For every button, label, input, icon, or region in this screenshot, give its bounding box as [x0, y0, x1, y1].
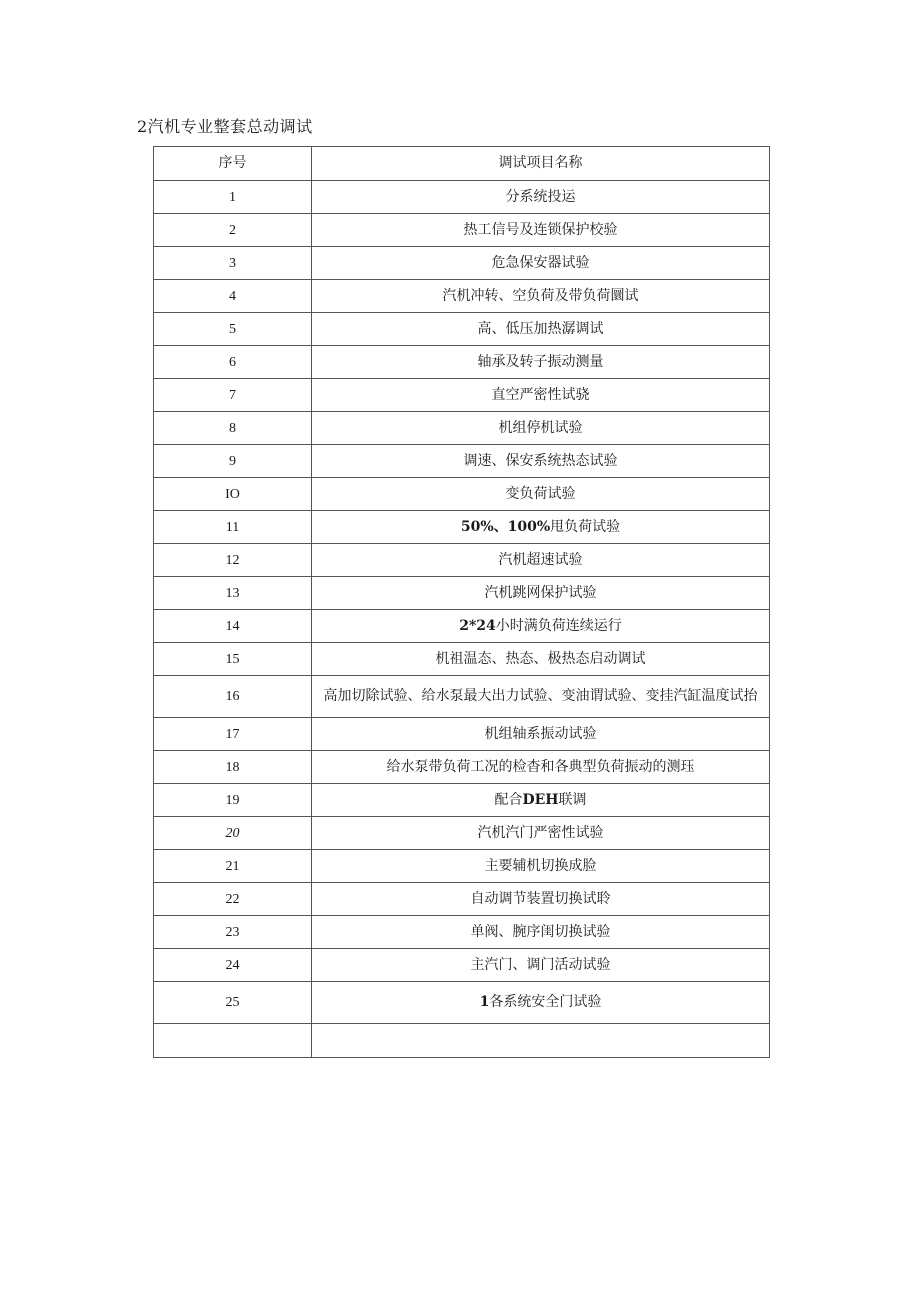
table-row: [154, 445, 770, 478]
row-item-name: [312, 610, 770, 643]
row-number: 16: [154, 676, 312, 718]
section-heading: 2汽机专业整套总动调试: [137, 117, 313, 136]
row-item-name: 主汽门、调门活动试验: [312, 949, 770, 982]
row-number: 3: [154, 247, 312, 280]
item-name-text: 小时满负荷连续运行: [495, 617, 622, 634]
table-row: [154, 478, 770, 511]
table-row: [154, 280, 770, 313]
table-row: [154, 313, 770, 346]
table-row: [154, 214, 770, 247]
commissioning-items-table: [153, 146, 770, 1058]
row-number: 21: [154, 850, 312, 883]
row-item-name: 汽机超速试验: [312, 544, 770, 577]
row-number: 18: [154, 751, 312, 784]
table-row: [154, 751, 770, 784]
empty-cell: [154, 1024, 312, 1058]
row-item-name: 机祖温态、热态、极热态启动调试: [312, 643, 770, 676]
item-name-prefix: 配合: [494, 791, 523, 808]
header-serial-number: 序号: [154, 147, 312, 181]
row-number: IO: [154, 478, 312, 511]
row-item-name: 轴承及转子振动测量: [312, 346, 770, 379]
row-item-name: 自动调节装置切换试聆: [312, 883, 770, 916]
row-number: 15: [154, 643, 312, 676]
row-number: 6: [154, 346, 312, 379]
row-item-name: [312, 511, 770, 544]
row-item-name: 机组轴系振动试验: [312, 718, 770, 751]
row-item-name: 直空严密性试骁: [312, 379, 770, 412]
row-item-name: 给水泵带负荷工况的检杳和各典型负荷振动的测珏: [312, 751, 770, 784]
row-item-name: [312, 982, 770, 1024]
table-row: [154, 982, 770, 1024]
row-number: 22: [154, 883, 312, 916]
table-row: [154, 610, 770, 643]
item-name-emphasis: 50%、100%: [460, 518, 551, 535]
row-item-name: 高、低压加热潺调试: [312, 313, 770, 346]
table-row: [154, 511, 770, 544]
row-item-name: 主要辅机切换成脸: [312, 850, 770, 883]
table-row-empty: [154, 1024, 770, 1058]
table-row: [154, 346, 770, 379]
table-row: [154, 379, 770, 412]
row-number: 11: [154, 511, 312, 544]
table-row: [154, 784, 770, 817]
row-item-name: 变负荷试验: [312, 478, 770, 511]
table-row: [154, 850, 770, 883]
row-number: 17: [154, 718, 312, 751]
table-row: [154, 883, 770, 916]
row-number: 9: [154, 445, 312, 478]
row-number: 4: [154, 280, 312, 313]
table-row: [154, 676, 770, 718]
row-number: 12: [154, 544, 312, 577]
row-item-name: 分系统投运: [312, 181, 770, 214]
row-item-name: 单阀、腕序闺切换试验: [312, 916, 770, 949]
table-row: [154, 181, 770, 214]
row-item-name: 汽机汽门严密性试验: [312, 817, 770, 850]
item-name-emphasis: DEH: [522, 791, 559, 808]
row-number: 1: [154, 181, 312, 214]
row-number: 8: [154, 412, 312, 445]
row-number: 7: [154, 379, 312, 412]
header-item-name: 调试项目名称: [312, 147, 770, 181]
item-name-emphasis: 1: [479, 994, 490, 1010]
table-row: [154, 949, 770, 982]
row-item-name: 高加切除试验、给水泵最大出力试验、变油谓试验、变挂汽缸温度试抬: [312, 676, 770, 718]
row-item-name: 汽机冲转、空负荷及带负荷圜试: [312, 280, 770, 313]
table-row: [154, 916, 770, 949]
table-row: [154, 577, 770, 610]
row-number: 5: [154, 313, 312, 346]
row-number: 25: [154, 982, 312, 1024]
row-item-name: 调速、保安系统热态试验: [312, 445, 770, 478]
table-row: [154, 643, 770, 676]
table-row: [154, 544, 770, 577]
table-row: [154, 718, 770, 751]
table-row: [154, 247, 770, 280]
item-name-text: 联调: [558, 791, 587, 808]
row-item-name: 机组停机试验: [312, 412, 770, 445]
row-item-name: 危急保安器试验: [312, 247, 770, 280]
row-number: 13: [154, 577, 312, 610]
item-name-text: 各系统安全门试验: [489, 994, 602, 1010]
row-number: 2: [154, 214, 312, 247]
row-number: 23: [154, 916, 312, 949]
empty-cell: [312, 1024, 770, 1058]
row-item-name: 汽机跳网保护试验: [312, 577, 770, 610]
row-number: 20: [154, 817, 312, 850]
table-header-row: [154, 147, 770, 181]
item-name-emphasis: 2*24: [459, 617, 496, 634]
row-number: 24: [154, 949, 312, 982]
table-row: [154, 412, 770, 445]
row-number: 14: [154, 610, 312, 643]
item-name-text: 甩负荷试验: [550, 518, 621, 535]
row-item-name: [312, 784, 770, 817]
table-row: [154, 817, 770, 850]
row-item-name: 热工信号及连锁保护校验: [312, 214, 770, 247]
row-number: 19: [154, 784, 312, 817]
